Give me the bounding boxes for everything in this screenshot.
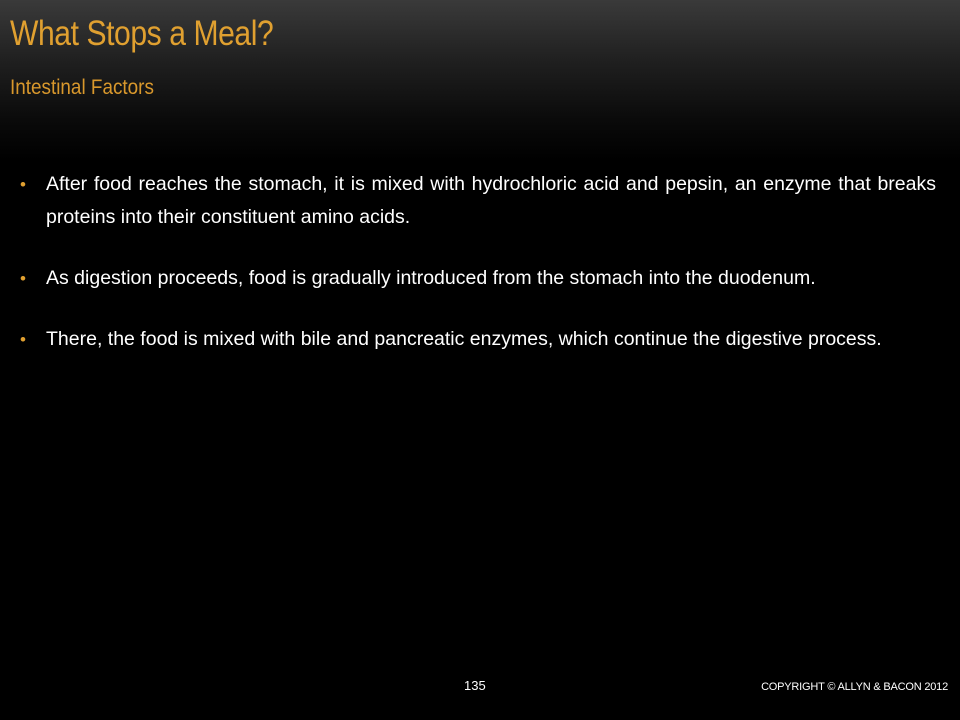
bullet-item [20, 168, 936, 234]
bullet-text: After food reaches the stomach, it is mixed with hydrochloric acid and pepsin, an enzyme that breaks proteins into their constituent amino acids. [46, 173, 936, 228]
slide-subtitle: Intestinal Factors [10, 76, 154, 99]
bullet-item [20, 262, 936, 295]
page-number: 135 [464, 678, 486, 693]
bullet-item [20, 323, 936, 356]
bullet-icon: • [20, 330, 26, 349]
copyright-notice: COPYRIGHT © ALLYN & BACON 2012 [761, 681, 948, 693]
bullet-list [20, 168, 936, 384]
bullet-text: As digestion proceeds, food is gradually introduced from the stomach into the duodenum. [46, 267, 816, 289]
bullet-icon: • [20, 175, 26, 194]
bullet-text: There, the food is mixed with bile and pancreatic enzymes, which continue the digestive process. [46, 328, 882, 350]
bullet-icon: • [20, 269, 26, 288]
slide-title: What Stops a Meal? [10, 14, 274, 53]
